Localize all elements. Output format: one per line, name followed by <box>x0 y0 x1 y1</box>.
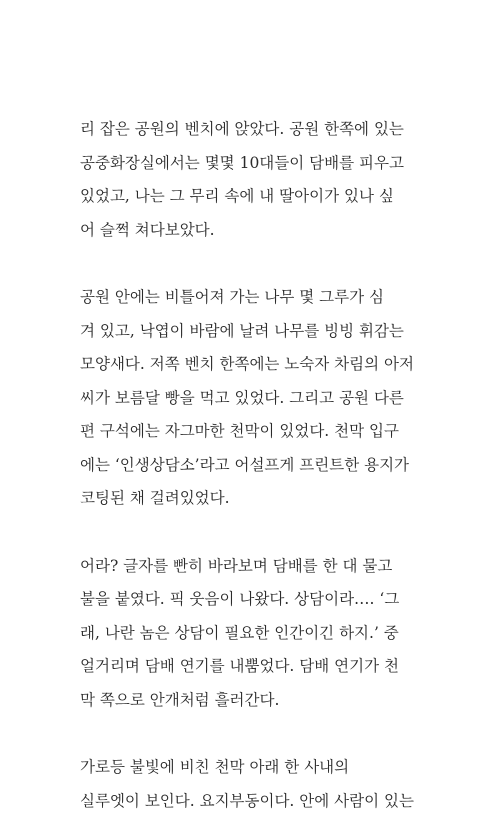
text-line: 에는 ‘인생상담소’라고 어설프게 프린트한 용지가 <box>80 455 410 474</box>
text-line: 실루엣이 보인다. 요지부동이다. 안에 사람이 있는 <box>80 791 414 810</box>
text-line: 막 쪽으로 안개처럼 흘러간다. <box>80 690 280 709</box>
text-line: 어 슬쩍 쳐다보았다. <box>80 220 215 239</box>
text-line: 얼거리며 담배 연기를 내뿜었다. 담배 연기가 천 <box>80 657 399 675</box>
text-line: 불을 붙였다. 픽 웃음이 나왔다. 상담이라…. ‘그 <box>80 590 400 608</box>
text-line: 씨가 보름달 빵을 먹고 있었다. 그리고 공원 다른 <box>80 388 404 407</box>
paragraph-gap <box>80 247 420 281</box>
text-line: 편 구석에는 자그마한 천막이 있었다. 천막 입구 <box>80 422 399 440</box>
paragraph-2 <box>80 281 420 516</box>
text-line: 모양새다. 저쪽 벤치 한쪽에는 노숙자 차림의 아저 <box>80 355 414 373</box>
paragraph-1 <box>80 113 420 247</box>
text-line: 겨 있고, 낙엽이 바람에 날려 나무를 빙빙 휘감는 <box>80 321 404 340</box>
paragraph-gap <box>80 516 420 550</box>
paragraph-3 <box>80 550 420 718</box>
text-line: 코팅된 채 걸려있었다. <box>80 489 230 507</box>
text-line: 공중화장실에서는 몇몇 10대들이 담배를 피우고 <box>80 153 404 172</box>
text-line: 래, 나란 놈은 상담이 필요한 인간이긴 하지.’ 중 <box>80 623 399 642</box>
text-column <box>80 113 420 818</box>
text-line: 리 잡은 공원의 벤치에 앉았다. 공원 한쪽에 있는 <box>80 120 404 138</box>
text-line: 가로등 불빛에 비친 천막 아래 한 사내의 <box>80 758 350 776</box>
text-line: 공원 안에는 비틀어져 가는 나무 몇 그루가 심 <box>80 288 385 306</box>
text-line: 어라? 글자를 빤히 바라보며 담배를 한 대 물고 <box>80 556 393 575</box>
text-line: 있었고, 나는 그 무리 속에 내 딸아이가 있나 싶 <box>80 187 394 205</box>
paragraph-4 <box>80 751 420 818</box>
paragraph-gap <box>80 717 420 751</box>
